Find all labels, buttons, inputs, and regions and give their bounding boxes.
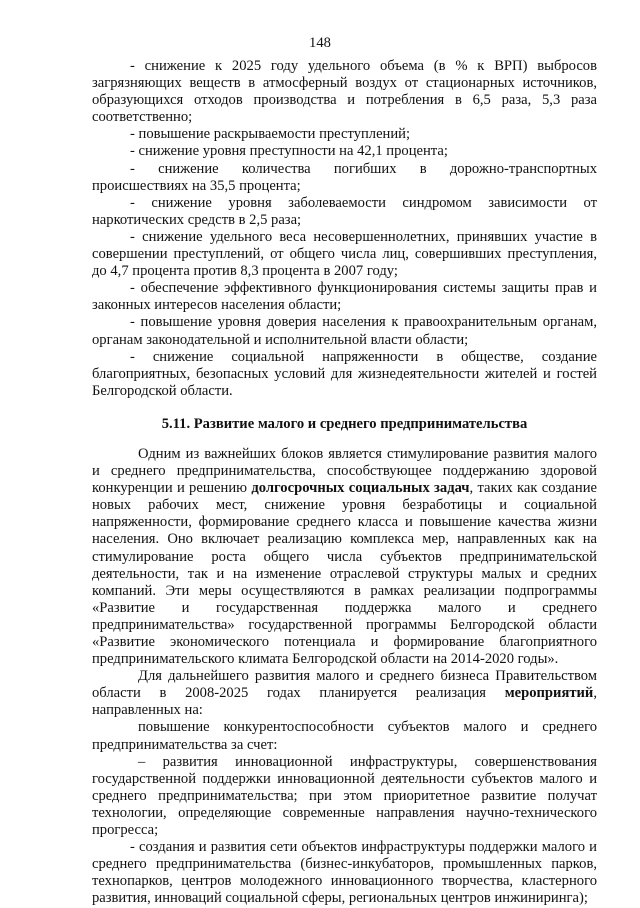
paragraph-measures xyxy=(92,668,597,719)
paragraph-measures-start: Для дальнейшего развития малого и среднего бизнеса Правительством области в 2008-2025 годах планируется реализация xyxy=(92,668,597,702)
item-innovation-infrastructure: – развития инновационной инфраструктуры, совершенствования государственной поддержки инновационной деятельности субъектов малого и среднего предпринимательства; при этом приоритетное развитие получат технологии, определяющие современные направления научно-технического прогресса; xyxy=(92,753,597,839)
paragraph-sme-support xyxy=(92,446,597,668)
paragraph-sme-support-start: Одним из важнейших блоков является стимулирование развития малого и среднего предпринимательства, способствующее поддержанию здоровой конкуренции и решению xyxy=(92,445,597,497)
bullet-social-tension: - снижение социальной напряженности в обществе, создание благоприятных, безопасных условий для жизнедеятельности жителей и гостей Белгородской области. xyxy=(92,348,597,399)
paragraph-sme-support-end: , таких как создание новых рабочих мест, снижение уровня безработицы и социальной напряженности, формирование среднего класса и повышение качества жизни населения. Оно включает реализацию комплекса мер, направленных как на стимулирование роста общего числа субъектов предпринимательской деятельности, так и на изменение отраслевой структуры малых и средних компаний. Эти меры осуществляются в рамках реализации подпрограммы «Развитие и государственная поддержка малого и среднего предпринимательства» государственной программы Белгородской области «Развитие экономического потенциала и формирование благоприятного предпринимательского климата Белгородской области на 2014-2020 годы». xyxy=(92,480,597,668)
paragraph-competitiveness: повышение конкурентоспособности субъектов малого и среднего предпринимательства за счет: xyxy=(92,719,597,753)
page-number: 148 xyxy=(309,35,331,51)
bullet-juvenile-crime: - снижение удельного веса несовершеннолетних, принявших участие в совершении преступлений, от общего числа лиц, совершивших преступления, до 4,7 процента против 8,3 процента в 2007 году; xyxy=(92,228,597,280)
paragraph-measures-end: , направленных на: xyxy=(92,685,597,719)
section-heading: 5.11. Развитие малого и среднего предпринимательства xyxy=(161,415,528,432)
bullet-public-trust: - повышение уровня доверия населения к правоохранительным органам, органам законодательной и исполнительной власти области; xyxy=(92,314,597,348)
bullet-road-deaths: - снижение количества погибших в дорожно-транспортных происшествиях на 35,5 процента; xyxy=(92,160,597,194)
bullet-emissions: - снижение к 2025 году удельного объема (в % к ВРП) выбросов загрязняющих веществ в атмосферный воздух от стационарных источников, образующихся отходов производства и потребления в 6,5 раза, 5,3 раза соответственно; xyxy=(92,58,597,126)
emphasis-long-term-goals: долгосрочных социальных задач xyxy=(251,480,470,497)
item-support-network: - создания и развития сети объектов инфраструктуры поддержки малого и среднего предпринимательства (бизнес-инкубаторов, промышленных парков, технопарков, центров молодежного инновационного творчества, кластерного развития, инноваций социальной сферы, региональных центров инжиниринга); xyxy=(92,839,597,907)
emphasis-measures: мероприятий xyxy=(504,685,594,702)
bullet-crime-level: - снижение уровня преступности на 42,1 процента; xyxy=(130,143,448,160)
bullet-drug-dependence: - снижение уровня заболеваемости синдромом зависимости от наркотических средств в 2,5 раза; xyxy=(92,194,597,228)
body-text xyxy=(92,58,597,908)
bullet-crime-detection: - повышение раскрываемости преступлений; xyxy=(130,126,411,143)
bullet-rights-protection: - обеспечение эффективного функционирования системы защиты прав и законных интересов населения области; xyxy=(92,280,597,314)
